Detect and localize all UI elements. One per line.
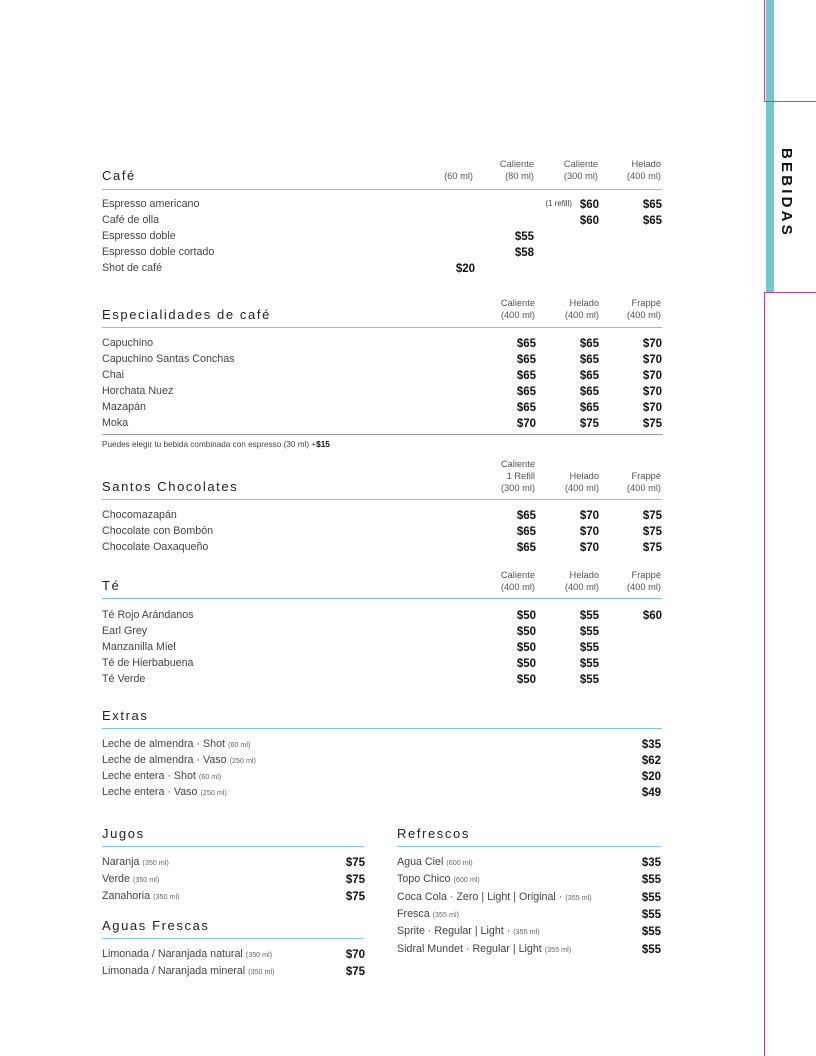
menu-item-name: Leche entera · Shot (102, 770, 196, 782)
side-tab-bar (766, 0, 774, 292)
refill-note: (1 refill) (545, 199, 572, 208)
menu-item-size: (350 ml) (248, 967, 275, 976)
menu-item-price: $65 (579, 338, 599, 350)
menu-item-price: $35 (641, 739, 661, 751)
espresso-note: Puedes elegir tu bebida combinada con espresso (30 ml) +$15 (102, 440, 330, 449)
menu-item-name: Moka (102, 417, 129, 429)
column-header-line: 1 Refill (506, 471, 535, 481)
menu-item-price: $55 (579, 610, 599, 622)
menu-item-name: Sidral Mundet · Regular | Light (397, 942, 542, 955)
refrescos-divider (397, 846, 661, 847)
menu-item-price: $50 (516, 626, 536, 638)
menu-item-price: $55 (641, 908, 661, 921)
section-title-cafe: Café (102, 168, 136, 183)
menu-item-price: $65 (516, 386, 536, 398)
menu-item-price: $65 (579, 354, 599, 366)
menu-item (397, 924, 540, 939)
menu-item-price: $70 (642, 402, 662, 414)
menu-item-price: $62 (641, 755, 661, 767)
menu-item-name: Capuchino Santas Conchas (102, 353, 235, 365)
menu-item-price: $75 (642, 526, 662, 538)
menu-item-name: Verde (102, 873, 130, 885)
menu-item-price: $55 (641, 874, 661, 887)
menu-item-price: $75 (579, 418, 599, 430)
menu-item (102, 769, 221, 784)
menu-item-price: $55 (579, 658, 599, 670)
cafe-divider (102, 189, 662, 190)
menu-item-price: $55 (579, 626, 599, 638)
menu-item-name: Chocolate Oaxaqueño (102, 541, 209, 553)
menu-item-price: $70 (642, 386, 662, 398)
chocolates-divider (102, 499, 662, 500)
menu-item-size: (250 ml) (200, 788, 227, 797)
menu-item-price: $70 (642, 354, 662, 366)
column-header-line: Helado (569, 471, 599, 481)
column-header-line: (400 ml) (626, 171, 661, 181)
section-title-extras: Extras (102, 708, 149, 723)
menu-item-price: $65 (516, 402, 536, 414)
column-header-line: Frappé (631, 298, 661, 308)
menu-item-name: Té Rojo Arándanos (102, 609, 194, 621)
column-header-line: (400 ml) (626, 483, 661, 493)
tab-line-top (764, 0, 765, 102)
menu-item-price: $50 (516, 610, 536, 622)
menu-item-name: Té Verde (102, 673, 146, 685)
menu-item-price: $70 (579, 526, 599, 538)
menu-item-price: $50 (516, 642, 536, 654)
section-title-refrescos: Refrescos (397, 826, 470, 841)
menu-item-name: Naranja (102, 856, 140, 868)
menu-item-size: (250 ml) (229, 756, 256, 765)
menu-item-price: $20 (641, 771, 661, 783)
menu-item-name: Sprite · Regular | Light · (397, 925, 511, 938)
menu-item-price: $65 (516, 338, 536, 350)
menu-item-price: $65 (642, 199, 662, 211)
menu-item-name: Espresso doble cortado (102, 246, 215, 258)
column-header-line: Helado (569, 570, 599, 580)
menu-item-name: Leche de almendra · Vaso (102, 754, 227, 766)
menu-item-name: Capuchino (102, 337, 154, 349)
menu-item-name: Leche entera · Vaso (102, 786, 198, 798)
menu-item-price: $65 (579, 402, 599, 414)
menu-item-name: Té de Hierbabuena (102, 657, 194, 669)
menu-item (102, 737, 250, 752)
menu-item-price: $50 (516, 658, 536, 670)
menu-item (102, 753, 256, 768)
column-header-line: Helado (569, 298, 599, 308)
jugos-divider (102, 846, 364, 847)
menu-item-name: Chocomazapán (102, 509, 177, 521)
menu-item (102, 947, 272, 962)
menu-item-name: Zanahoria (102, 890, 151, 902)
menu-item-price: $49 (641, 787, 661, 799)
menu-item-size: (600 ml) (446, 858, 473, 867)
column-header-line: Caliente (500, 459, 535, 469)
column-header-line: Caliente (563, 159, 598, 169)
menu-item-size: (60 ml) (198, 772, 222, 781)
tab-line-bottom-h (764, 292, 816, 293)
menu-item-name: Espresso americano (102, 198, 200, 210)
menu-item-size: (350 ml) (245, 950, 273, 959)
menu-item-price: $55 (514, 231, 534, 243)
tab-line-top-h (764, 101, 816, 102)
menu-item-price: $70 (516, 418, 536, 430)
menu-item-price: $65 (579, 386, 599, 398)
menu-item-price: $65 (516, 510, 536, 522)
menu-item-name: Mazapán (102, 401, 146, 413)
menu-item-price: $70 (642, 338, 662, 350)
menu-item-name: Espresso doble (102, 230, 176, 242)
menu-item-price: $20 (455, 263, 475, 275)
menu-item-price: $65 (516, 526, 536, 538)
especialidades-divider (102, 327, 662, 328)
menu-item-size: (60 ml) (227, 740, 251, 749)
menu-item-name: Agua Ciel (397, 856, 444, 868)
menu-item-price: $70 (579, 542, 599, 554)
menu-item (397, 890, 592, 905)
menu-item-size: (355 ml) (513, 927, 540, 937)
menu-item-name: Chai (102, 369, 124, 381)
column-header-line: (400 ml) (626, 310, 661, 320)
column-header-line: (300 ml) (563, 171, 598, 181)
column-header-line: (400 ml) (500, 310, 535, 320)
menu-item-name: Café de olla (102, 214, 160, 226)
column-header-line: (400 ml) (564, 310, 599, 320)
column-header-line: (80 ml) (505, 171, 534, 181)
menu-item-price: $75 (345, 891, 365, 903)
menu-item-name: Manzanilla Miel (102, 641, 176, 653)
menu-item (397, 907, 459, 922)
menu-item-price: $75 (642, 510, 662, 522)
menu-item (102, 855, 169, 870)
menu-item-price: $65 (642, 215, 662, 227)
menu-item-price: $75 (345, 874, 365, 886)
te-divider (102, 598, 662, 599)
section-title-jugos: Jugos (102, 826, 145, 841)
menu-item-size: (600 ml) (453, 875, 480, 885)
menu-item-price: $58 (514, 247, 534, 259)
column-header-line: (400 ml) (626, 582, 661, 592)
column-header-line: Frappé (631, 570, 661, 580)
menu-item (102, 964, 275, 979)
menu-item-price: $75 (345, 966, 365, 978)
section-title-especialidades: Especialidades de café (102, 307, 271, 322)
section-title-aguas: Aguas Frescas (102, 918, 210, 933)
menu-item-name: Shot de café (102, 262, 163, 274)
menu-item-price: $60 (579, 199, 599, 211)
menu-item (102, 785, 227, 800)
aguas-divider (102, 938, 364, 939)
menu-item-price: $55 (579, 642, 599, 654)
menu-item (102, 872, 159, 887)
menu-item-size: (355 ml) (544, 944, 572, 954)
tab-line-bottom (764, 292, 765, 1056)
menu-item-price: $65 (516, 370, 536, 382)
column-header-line: Helado (631, 159, 661, 169)
column-header-line: (400 ml) (564, 483, 599, 493)
menu-item-price: $65 (516, 542, 536, 554)
column-header-line: (400 ml) (500, 582, 535, 592)
menu-item-price: $70 (345, 949, 365, 961)
menu-item-price: $55 (641, 926, 661, 939)
menu-item-price: $35 (641, 857, 661, 869)
menu-item (397, 872, 480, 887)
menu-item-size: (350 ml) (153, 892, 180, 901)
menu-item-name: Chocolate con Bombón (102, 525, 214, 537)
menu-item-name: Limonada / Naranjada natural (102, 948, 243, 960)
column-header-line: Frappé (631, 471, 661, 481)
column-header-line: Caliente (499, 159, 534, 169)
especialidades-bottom-divider (102, 434, 662, 435)
column-header-line: (300 ml) (500, 483, 535, 493)
column-header-line: Caliente (500, 298, 535, 308)
menu-item-size: (355 ml) (565, 892, 592, 902)
section-title-te: Té (102, 578, 121, 593)
menu-item-name: Earl Grey (102, 625, 148, 637)
menu-item-price: $50 (516, 674, 536, 686)
menu-item-price: $55 (579, 674, 599, 686)
extras-divider (102, 728, 662, 729)
menu-item (397, 942, 571, 957)
menu-item-size: (350 ml) (132, 875, 160, 884)
menu-item-price: $70 (579, 510, 599, 522)
menu-item-name: Horchata Nuez (102, 385, 174, 397)
menu-item-price: $75 (642, 542, 662, 554)
menu-item-name: Fresca (397, 907, 430, 920)
menu-item-price: $65 (579, 370, 599, 382)
menu-item-price: $75 (642, 418, 662, 430)
side-tab-label: BEBIDAS (778, 148, 795, 238)
menu-item-price: $60 (579, 215, 599, 227)
menu-item (397, 855, 473, 870)
menu-item-price: $75 (345, 857, 365, 869)
section-title-chocolates: Santos Chocolates (102, 479, 239, 494)
menu-item-name: Leche de almendra · Shot (102, 738, 225, 750)
menu-item-size: (355 ml) (432, 909, 460, 919)
column-header-line: Caliente (500, 570, 535, 580)
menu-item-price: $65 (516, 354, 536, 366)
menu-item-name: Topo Chico (397, 873, 451, 886)
menu-item-price: $55 (641, 891, 661, 904)
menu-item-name: Limonada / Naranjada mineral (102, 965, 246, 977)
menu-item-price: $60 (642, 610, 662, 622)
column-header-line: (60 ml) (444, 171, 473, 181)
menu-item-size: (350 ml) (142, 858, 169, 867)
menu-item-name: Coca Cola · Zero | Light | Original · (397, 890, 563, 903)
menu-item-price: $55 (641, 943, 661, 956)
menu-item-price: $70 (642, 370, 662, 382)
menu-item (102, 889, 180, 904)
column-header-line: (400 ml) (564, 582, 599, 592)
